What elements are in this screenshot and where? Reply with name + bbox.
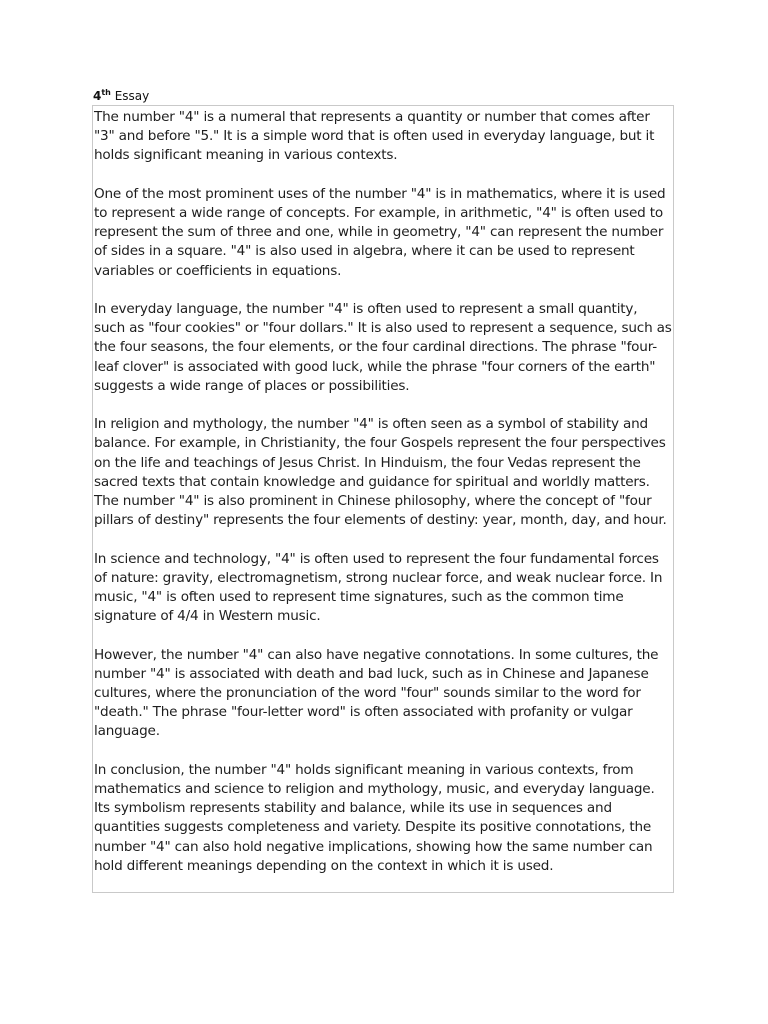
essay-text-box — [92, 105, 674, 893]
essay-heading — [93, 88, 149, 104]
paragraph-mathematics: One of the most prominent uses of the number "4" is in mathematics, where it is used to represent a wide range of concepts. For example, in arithmetic, "4" is often used to represent the sum of three and one, while in geometry, "4" can represent the number of sides in a square. "4" is also used in algebra, where it can be used to represent variables or coefficients in equations. — [94, 185, 666, 279]
paragraph-everyday-language: In everyday language, the number "4" is often used to represent a small quantity, such as "four cookies" or "four dollars." It is also used to represent a sequence, such as the four seasons, the four elements, or the four cardinal directions. The phrase "four-leaf clover" is associated with good luck, while the phrase "four corners of the earth" suggests a wide range of places or possibilities. — [94, 301, 672, 394]
essay-heading-superscript: th — [101, 88, 111, 97]
paragraph-intro: The number "4" is a numeral that represents a quantity or number that comes after "3" and before "5." It is a simple word that is often used in everyday language, but it holds significant meaning in various contexts. — [94, 109, 655, 164]
paragraph-negative-connotations: However, the number "4" can also have negative connotations. In some cultures, the number "4" is associated with death and bad luck, such as in Chinese and Japanese cultures, where the pronunciation of the word "four" sounds similar to the word for "death." The phrase "four-letter word" is often associated with profanity or vulgar language. — [94, 646, 659, 740]
paragraph-conclusion: In conclusion, the number "4" holds significant meaning in various contexts, from mathematics and science to religion and mythology, music, and everyday language. Its symbolism represents stability and balance, while its use in sequences and quantities suggests completeness and variety. Despite its positive connotations, the number "4" can also hold negative implications, showing how the same number can hold different meanings depending on the context in which it is used. — [94, 761, 655, 874]
paragraph-science-technology: In science and technology, "4" is often used to represent the four fundamental forces of nature: gravity, electromagnetism, strong nuclear force, and weak nuclear force. In music, "4" is often used to represent time signatures, such as the common time signature of 4/4 in Western music. — [94, 550, 663, 625]
essay-heading-number: 4 — [93, 89, 102, 103]
paragraph-religion-mythology: In religion and mythology, the number "4" is often seen as a symbol of stability and balance. For example, in Christianity, the four Gospels represent the four perspectives on the life and teachings of Jesus Christ. In Hinduism, the four Vedas represent the sacred texts that contain knowledge and guidance for spiritual and worldly matters. The number "4" is also prominent in Chinese philosophy, where the concept of "four pillars of destiny" represents the four elements of destiny: year, month, day, and hour. — [94, 416, 667, 529]
essay-heading-word: Essay — [110, 89, 150, 103]
